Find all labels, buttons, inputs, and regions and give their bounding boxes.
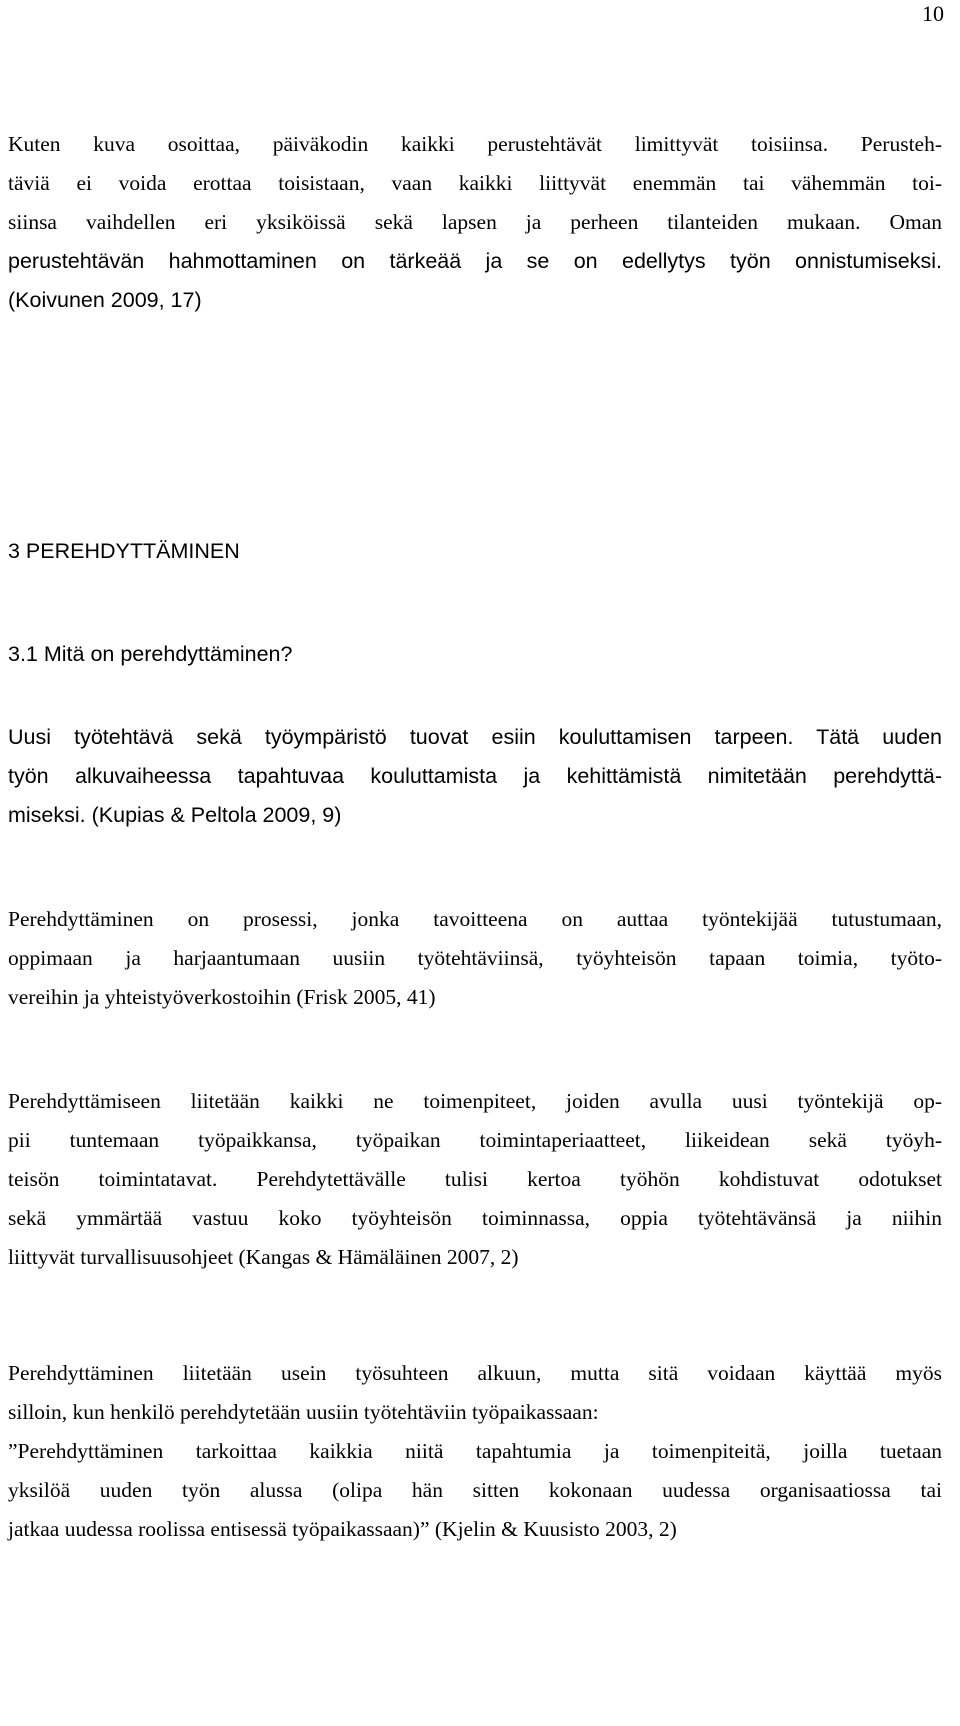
paragraph-line: täviä ei voida erottaa toisistaan, vaan kaikki liittyvät enemmän tai vähemmän toi-	[8, 171, 942, 195]
paragraph-line: Perehdyttäminen liitetään usein työsuhteen alkuun, mutta sitä voidaan käyttää myös	[8, 1361, 942, 1385]
paragraph-line: yksilöä uuden työn alussa (olipa hän sitten kokonaan uudessa organisaatiossa tai	[8, 1478, 942, 1502]
paragraph-line: jatkaa uudessa roolissa entisessä työpaikassaan)” (Kjelin & Kuusisto 2003, 2)	[8, 1517, 677, 1541]
paragraph-line: (Koivunen 2009, 17)	[8, 288, 202, 312]
paragraph-line: miseksi. (Kupias & Peltola 2009, 9)	[8, 803, 342, 827]
paragraph-line: sekä ymmärtää vastuu koko työyhteisön toiminnassa, oppia työtehtävänsä ja niihin	[8, 1206, 942, 1230]
page-number: 10	[922, 1, 944, 26]
paragraph-line: perustehtävän hahmottaminen on tärkeää ja se on edellytys työn onnistumiseksi.	[8, 249, 942, 273]
paragraph-line: Uusi työtehtävä sekä työympäristö tuovat esiin kouluttamisen tarpeen. Tätä uuden	[8, 725, 942, 749]
paragraph-line: teisön toimintatavat. Perehdytettävälle tulisi kertoa työhön kohdistuvat odotukset	[8, 1167, 942, 1191]
paragraph-line: työn alkuvaiheessa tapahtuvaa kouluttamista ja kehittämistä nimitetään perehdyttä-	[8, 764, 942, 788]
paragraph-measures	[8, 1082, 942, 1277]
paragraph-line: siinsa vaihdellen eri yksiköissä sekä lapsen ja perheen tilanteiden mukaan. Oman	[8, 210, 942, 234]
paragraph-definition	[8, 718, 942, 835]
paragraph-intro	[8, 125, 942, 320]
paragraph-quote	[8, 1354, 942, 1549]
section-heading: 3.1 Mitä on perehdyttäminen?	[8, 642, 293, 666]
chapter-heading: 3 PEREHDYTTÄMINEN	[8, 539, 240, 563]
paragraph-line: ”Perehdyttäminen tarkoittaa kaikkia niitä tapahtumia ja toimenpiteitä, joilla tuetaan	[8, 1439, 942, 1463]
paragraph-line: oppimaan ja harjaantumaan uusiin työtehtäviinsä, työyhteisön tapaan toimia, työto-	[8, 946, 942, 970]
paragraph-line: vereihin ja yhteistyöverkostoihin (Frisk 2005, 41)	[8, 985, 436, 1009]
paragraph-line: Kuten kuva osoittaa, päiväkodin kaikki perustehtävät limittyvät toisiinsa. Perusteh-	[8, 132, 942, 156]
paragraph-process	[8, 900, 942, 1017]
paragraph-line: Perehdyttäminen on prosessi, jonka tavoitteena on auttaa työntekijää tutustumaan,	[8, 907, 942, 931]
paragraph-line: liittyvät turvallisuusohjeet (Kangas & Hämäläinen 2007, 2)	[8, 1245, 519, 1269]
paragraph-line: pii tuntemaan työpaikkansa, työpaikan toimintaperiaatteet, liikeidean sekä työyh-	[8, 1128, 942, 1152]
paragraph-line: silloin, kun henkilö perehdytetään uusiin työtehtäviin työpaikassaan:	[8, 1400, 599, 1424]
paragraph-line: Perehdyttämiseen liitetään kaikki ne toimenpiteet, joiden avulla uusi työntekijä op-	[8, 1089, 942, 1113]
